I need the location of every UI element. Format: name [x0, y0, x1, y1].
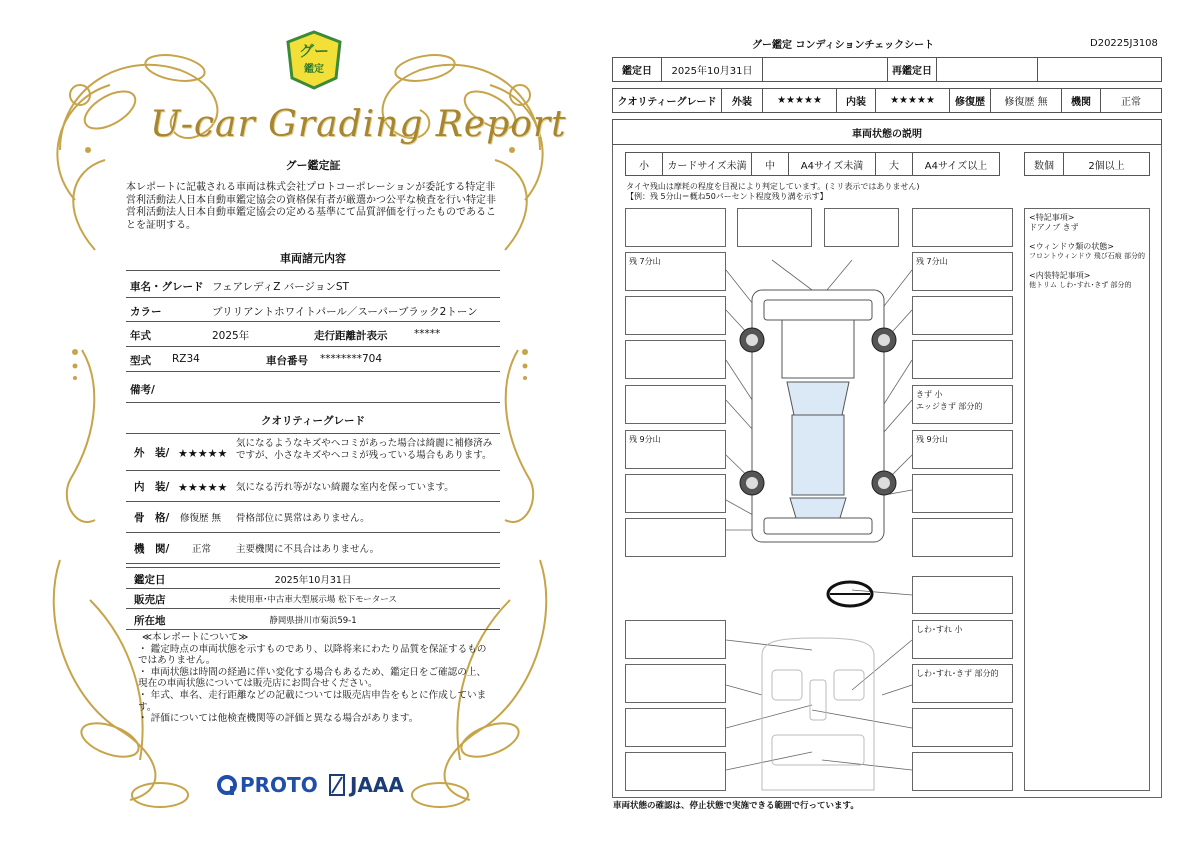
- goo-badge-logo: [286, 30, 342, 90]
- spec-title: 車両諸元内容: [280, 252, 346, 265]
- sheet-repair-value: 修復歴 無: [990, 88, 1062, 113]
- size-large-desc: A4サイズ以上: [912, 152, 1000, 176]
- sheet-exterior-label: 外装: [721, 88, 763, 113]
- interior-stars: ★★★★★: [178, 481, 228, 494]
- exterior-label: 外 装/: [134, 447, 170, 459]
- interior-text: 気になる汚れ等がない綺麗な室内を保っています。: [236, 482, 454, 493]
- mileage-label: 走行距離計表示: [314, 330, 388, 342]
- steering-box: [912, 576, 1013, 614]
- sheet-interior-label: 内装: [836, 88, 876, 113]
- spec-row-car: [126, 270, 500, 298]
- frame-label: 骨 格/: [134, 512, 170, 524]
- report-script-title: U-car Grading Report: [150, 104, 567, 145]
- tire-rr-text: 残 9分山: [916, 435, 948, 444]
- size-large-label: 大: [875, 152, 913, 176]
- tire-fl-text: 残 7分山: [629, 257, 661, 266]
- exterior-stars: ★★★★★: [178, 447, 228, 460]
- notes-title: ≪本レポートについて≫: [142, 632, 249, 643]
- damage-box-tire-fl: [625, 252, 726, 291]
- sheet-footer: 車両状態の確認は、停止状態で実施できる範囲で行っています。: [613, 801, 859, 811]
- notes-special-text: ドアノブ きず: [1029, 223, 1079, 232]
- sheet-redate-value: [936, 57, 1038, 82]
- grade-row-frame: [126, 502, 500, 533]
- grade-row-interior: [126, 471, 500, 502]
- engine-label: 機 関/: [134, 543, 170, 555]
- sheet-blank-cell: [762, 57, 888, 82]
- chassis-value: ********704: [320, 353, 383, 365]
- badge-text: グー: [298, 42, 329, 60]
- notes-window-text: フロントウィンドウ 飛び石痕 部分的: [1029, 252, 1146, 260]
- right-edge-text: エッジきず 部分的: [916, 402, 983, 411]
- damage-box: [912, 208, 1013, 247]
- sheet-title-text: グー鑑定 コンディションチェックシート: [752, 40, 935, 51]
- badge-sub: 鑑定: [304, 64, 324, 75]
- interior-box: [625, 664, 726, 703]
- interior-box: [912, 752, 1013, 791]
- tire-note-2: 【例：残 5分山＝概ね50パーセント程度残り溝を示す】: [626, 192, 828, 201]
- damage-box: [625, 385, 726, 424]
- dealer-value: 未使用車･中古車大型展示場 松下モータース: [229, 595, 397, 605]
- color-label: カラー: [130, 306, 162, 318]
- date-row: [126, 567, 500, 589]
- sheet-repair-label: 修復歴: [949, 88, 991, 113]
- damage-box: [824, 208, 899, 247]
- engine-text: 主要機関に不具合はありません。: [236, 544, 380, 555]
- spec-row-year: [126, 322, 500, 347]
- location-value: 静岡県掛川市菊浜59-1: [269, 616, 357, 626]
- jaaa-logo-text: JAAA: [350, 773, 404, 797]
- year-label: 年式: [130, 330, 151, 342]
- interior-box: [625, 752, 726, 791]
- tire-rl-text: 残 9分山: [629, 435, 661, 444]
- sheet-interior-stars: ★★★★★: [875, 88, 950, 113]
- damage-box-tire-rr: [912, 430, 1013, 469]
- sheet-quality-label: クオリティーグレード: [612, 88, 722, 113]
- interior-note1-text: しわ･すれ 小: [916, 625, 963, 634]
- dealer-row: [126, 588, 500, 609]
- remarks-label: 備考/: [130, 384, 155, 396]
- date-label: 鑑定日: [134, 574, 166, 586]
- intro-text: 本レポートに記載される車両は株式会社プロトコーポレーションが委託する特定非営利活動法人日本自動車鑑定協会の資格保有者が厳選かつ公平な検査を行い特定非営利活動法人日本自動車鑑定協会の定める基準にて品質評価を行ったものであることを証明する。: [126, 182, 496, 231]
- damage-box: [912, 474, 1013, 513]
- condition-title: 車両状態の説明: [612, 119, 1162, 145]
- chassis-label: 車台番号: [266, 355, 308, 367]
- jaaa-mark-icon: [328, 773, 346, 797]
- spec-row-remarks: [126, 372, 500, 403]
- count-desc: 2個以上: [1063, 152, 1150, 176]
- spec-row-color: [126, 297, 500, 322]
- damage-box: [737, 208, 812, 247]
- year-value: 2025年: [212, 330, 250, 342]
- note-item: ・ 評価については他検査機関等の評価と異なる場合があります。: [138, 713, 419, 725]
- tire-fr-text: 残 7分山: [916, 257, 948, 266]
- sheet-exterior-stars: ★★★★★: [762, 88, 837, 113]
- interior-label: 内 装/: [134, 481, 170, 493]
- damage-box: [912, 296, 1013, 335]
- location-row: [126, 609, 500, 630]
- damage-box-right-side: [912, 385, 1013, 424]
- car-name-label: 車名・グレード: [130, 281, 204, 293]
- mileage-value: *****: [414, 328, 441, 340]
- interior-box: [625, 620, 726, 659]
- sheet-redate-label: 再鑑定日: [887, 57, 937, 82]
- jaaa-logo: [328, 772, 404, 798]
- exterior-text: 気になるようなキズやヘコミがあった場合は綺麗に補修済みですが、小さなキズやヘコミが残っている場合もあります。: [236, 438, 493, 461]
- tire-note-1: タイヤ残山は摩耗の程度を目視により判定しています。(ミリ表示ではありません): [626, 182, 920, 191]
- report-notes: [138, 632, 488, 725]
- sheet-date-label: 鑑定日: [612, 57, 662, 82]
- frame-text: 骨格部位に異常はありません。: [236, 513, 370, 524]
- sheet-engine-label: 機関: [1061, 88, 1101, 113]
- damage-box-tire-rl: [625, 430, 726, 469]
- size-mid-label: 中: [751, 152, 789, 176]
- interior-box-note1: [912, 620, 1013, 659]
- car-name-value: フェアレディZ バージョンST: [212, 281, 349, 293]
- note-item: ・ 年式、車名、走行距離などの記載については販売店申告をもとに作成しています。: [138, 689, 487, 713]
- size-small-label: 小: [625, 152, 663, 176]
- sheet-engine-value: 正常: [1100, 88, 1162, 113]
- date-value: 2025年10月31日: [274, 575, 352, 586]
- quality-title-row: [126, 403, 500, 434]
- size-mid-desc: A4サイズ未満: [788, 152, 876, 176]
- size-small-desc: カードサイズ未満: [662, 152, 752, 176]
- damage-box-tire-fr: [912, 252, 1013, 291]
- proto-logo: [216, 772, 318, 798]
- note-item: ・ 車両状態は時間の経過に伴い変化する場合もあるため、鑑定日をご確認の上、現在の車両状態については販売店にお問合せください。: [138, 666, 487, 690]
- proto-mark-icon: [216, 774, 238, 796]
- grade-row-engine: [126, 533, 500, 564]
- engine-value: 正常: [192, 544, 212, 555]
- sheet-blank-cell: [1037, 57, 1162, 82]
- proto-logo-text: PROTO: [240, 773, 318, 797]
- notes-interior-text: 他トリム しわ･すれ･きず 部分的: [1029, 281, 1132, 289]
- spec-row-model: [126, 347, 500, 372]
- interior-box-note2: [912, 664, 1013, 703]
- dealer-label: 販売店: [134, 594, 166, 606]
- cert-title: グー鑑定証: [285, 159, 341, 172]
- damage-box: [912, 518, 1013, 557]
- model-value: RZ34: [172, 353, 200, 365]
- quality-title: クオリティーグレード: [261, 415, 365, 427]
- damage-box: [625, 518, 726, 557]
- sheet-date-value: 2025年10月31日: [661, 57, 763, 82]
- note-item: ・ 鑑定時点の車両状態を示すものであり、以降将来にわたり品質を保証するものではありません。: [138, 643, 487, 667]
- damage-box: [625, 208, 726, 247]
- sheet-doc-id: D20225J3108: [1090, 38, 1158, 49]
- notes-interior-title: <内装特記事項>: [1029, 271, 1091, 280]
- count-label: 数個: [1024, 152, 1064, 176]
- damage-box: [912, 340, 1013, 379]
- interior-box: [625, 708, 726, 747]
- damage-box: [625, 296, 726, 335]
- notes-special-title: <特記事項>: [1029, 213, 1075, 222]
- model-label: 型式: [130, 355, 151, 367]
- notes-window-title: <ウィンドウ類の状態>: [1029, 242, 1114, 251]
- interior-note2-text: しわ･すれ･きず 部分的: [916, 669, 999, 678]
- location-label: 所在地: [134, 615, 166, 627]
- color-value: ブリリアントホワイトパール／スーパーブラック2トーン: [212, 306, 478, 318]
- right-scratch-text: きず 小: [916, 390, 943, 399]
- interior-box: [912, 708, 1013, 747]
- damage-box: [625, 340, 726, 379]
- special-notes-box: [1024, 208, 1150, 791]
- grade-row-exterior: [126, 434, 500, 471]
- damage-box: [625, 474, 726, 513]
- frame-value: 修復歴 無: [180, 513, 222, 524]
